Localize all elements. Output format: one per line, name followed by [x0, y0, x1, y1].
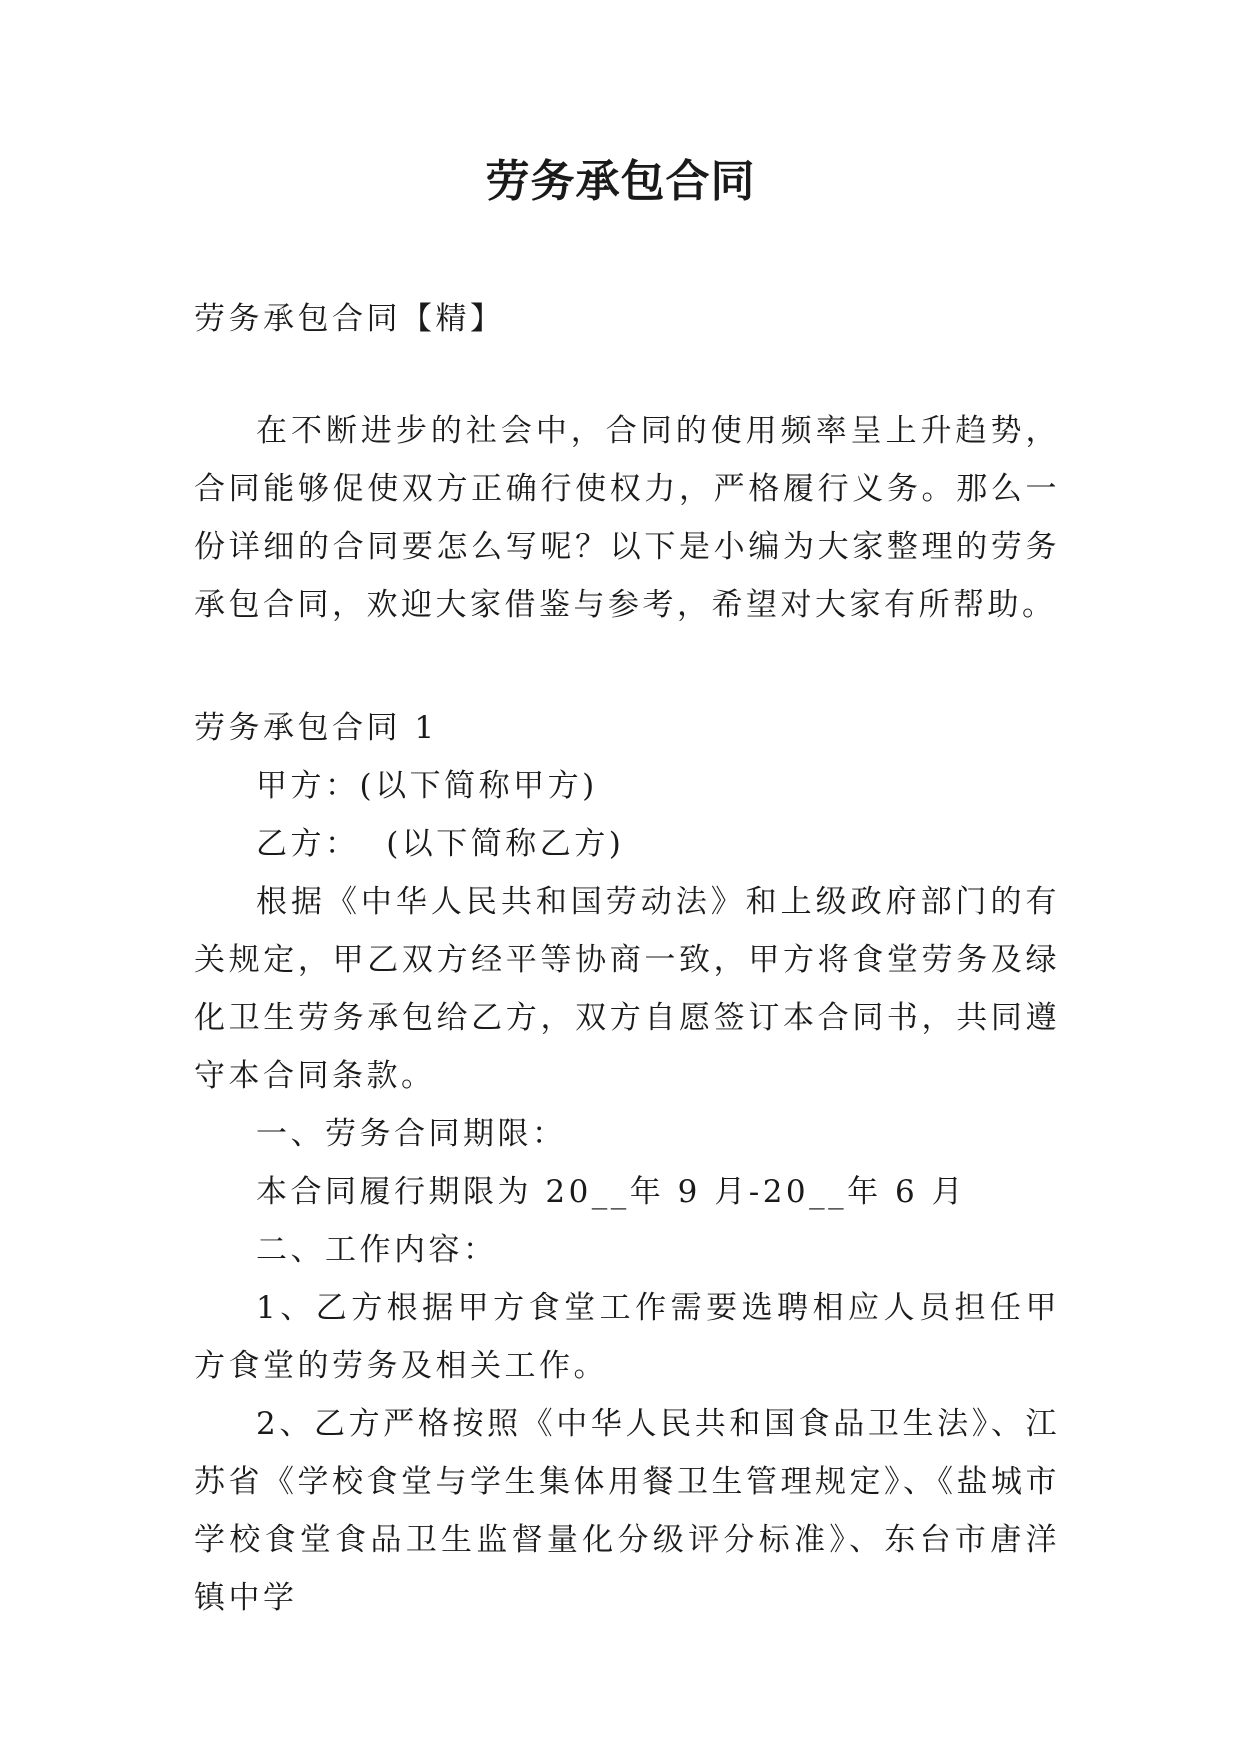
- contract-section-1: [194, 699, 1060, 1627]
- section-heading: 劳务承包合同 1: [194, 710, 438, 746]
- intro-block: [194, 402, 1060, 634]
- clause-2-item-1: 1、乙方根据甲方食堂工作需要选聘相应人员担任甲方食堂的劳务及相关工作。: [194, 1290, 1060, 1384]
- clause-1-heading: 一、劳务合同期限：: [256, 1116, 567, 1152]
- party-a-line: 甲方：(以下简称甲方): [256, 768, 598, 804]
- document-title: 劳务承包合同: [485, 156, 756, 207]
- document-subtitle: [194, 290, 1060, 348]
- party-b-line: 乙方： (以下简称乙方): [256, 826, 625, 862]
- subtitle-text: 劳务承包合同【精】: [194, 301, 505, 337]
- clause-1-text: 本合同履行期限为 20__年 9 月-20__年 6 月: [256, 1174, 967, 1210]
- preamble-paragraph: 根据《中华人民共和国劳动法》和上级政府部门的有关规定，甲乙双方经平等协商一致，甲方将食堂劳务及绿化卫生劳务承包给乙方，双方自愿签订本合同书，共同遵守本合同条款。: [194, 884, 1060, 1094]
- clause-2-heading: 二、工作内容：: [256, 1232, 498, 1268]
- clause-2-item-2: 2、乙方严格按照《中华人民共和国食品卫生法》、江苏省《学校食堂与学生集体用餐卫生管理规定》、《盐城市学校食堂食品卫生监督量化分级评分标准》、东台市唐洋镇中学: [194, 1406, 1060, 1616]
- intro-paragraph: 在不断进步的社会中，合同的使用频率呈上升趋势，合同能够促使双方正确行使权力，严格履行义务。那么一份详细的合同要怎么写呢？以下是小编为大家整理的劳务承包合同，欢迎大家借鉴与参考，希望对大家有所帮助。: [194, 413, 1060, 623]
